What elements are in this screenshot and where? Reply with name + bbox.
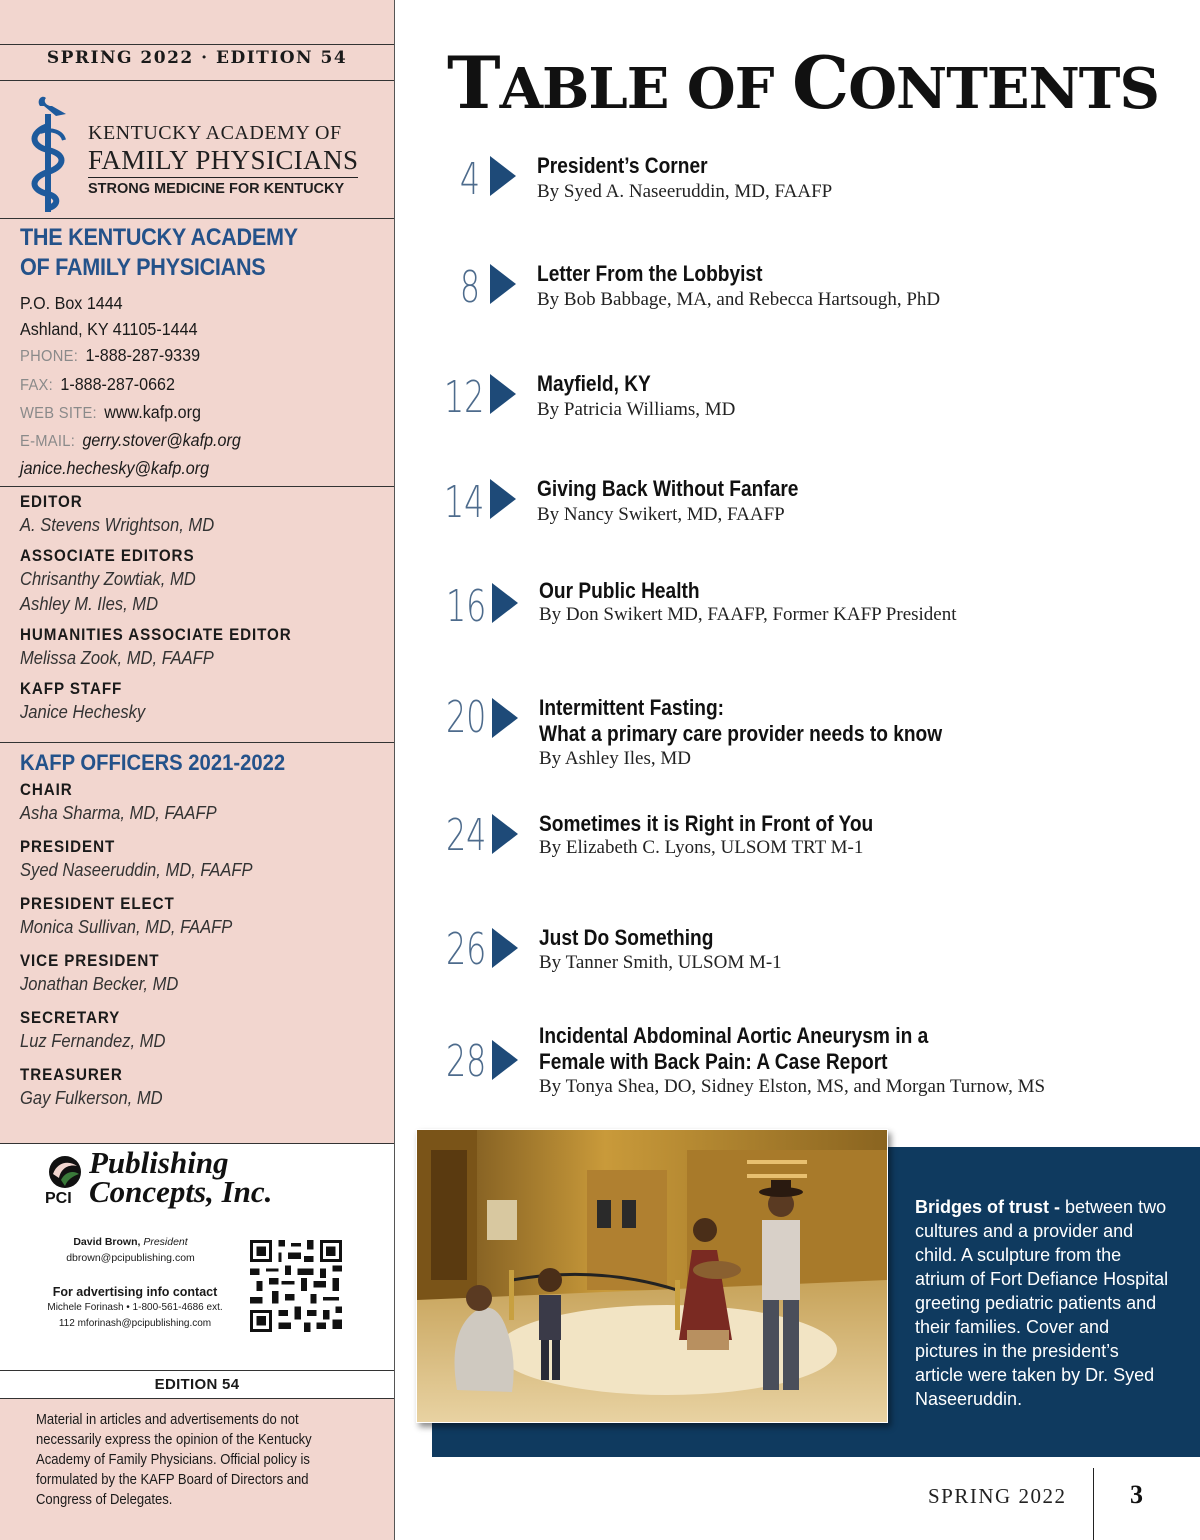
entry-byline: By Don Swikert MD, FAAFP, Former KAFP President <box>539 604 957 625</box>
page-number: 24 <box>446 810 487 861</box>
edition-label: EDITION 54 <box>154 1376 240 1393</box>
divider <box>0 1370 394 1371</box>
entry-title[interactable]: Sometimes it is Right in Front of You <box>539 811 874 836</box>
page-title: TABLE OF CONTENTS <box>447 40 1159 125</box>
officer-name: Asha Sharma, MD, FAAFP <box>20 803 217 823</box>
entry-title-line-2[interactable]: Female with Back Pain: A Case Report <box>539 1049 888 1074</box>
entry-byline: By Elizabeth C. Lyons, ULSOM TRT M-1 <box>539 837 864 858</box>
website-link[interactable]: www.kafp.org <box>104 401 201 422</box>
divider <box>0 486 394 487</box>
officer-role: TREASURER <box>20 1066 123 1084</box>
arrow-right-icon <box>492 814 518 854</box>
officer-name: Monica Sullivan, MD, FAAFP <box>20 917 233 937</box>
issue-line: SPRING 2022 · EDITION 54 <box>46 48 348 68</box>
officer-role: CHAIR <box>20 781 73 799</box>
logo-line-2: FAMILY PHYSICIANS <box>88 145 359 175</box>
officer-role: PRESIDENT ELECT <box>20 895 175 913</box>
sidebar <box>0 0 395 1540</box>
entry-title-line-2[interactable]: What a primary care provider needs to know <box>539 721 943 746</box>
logo-line-1: KENTUCKY ACADEMY OF <box>88 122 342 144</box>
editor-name: A. Stevens Wrightson, MD <box>20 515 215 535</box>
entry-title[interactable]: Our Public Health <box>539 578 700 603</box>
email-label: E-MAIL: <box>20 433 76 451</box>
logo-tagline: STRONG MEDICINE FOR KENTUCKY <box>88 177 358 197</box>
footer-issue: SPRING 2022 <box>928 1484 1067 1508</box>
arrow-right-icon <box>490 374 516 414</box>
entry-byline: By Patricia Williams, MD <box>537 399 736 420</box>
caption-text: between two cultures and a provider and child. A sculpture from the atrium of Fort Defiance Hospital greeting pediatric patients and their families. Cover and pictures in the president’s article were taken by Dr. Syed Naseeruddin. <box>915 1197 1169 1409</box>
entry-title[interactable]: Giving Back Without Fanfare <box>537 476 799 501</box>
kafp-staff-label: KAFP STAFF <box>20 680 123 698</box>
email-link-1[interactable]: gerry.stover@kafp.org <box>82 430 241 451</box>
disclaimer: Material in articles and advertisements do not necessarily express the opinion of the Kentucky Academy of Family Physicians. Official policy is formulated by the KAFP Board of Directors and Congress of Delegates. <box>36 1412 312 1508</box>
entry-byline: By Nancy Swikert, MD, FAAFP <box>537 504 785 525</box>
email-link-2[interactable]: janice.hechesky@kafp.org <box>20 458 210 479</box>
org-name-line-2: OF FAMILY PHYSICIANS <box>20 254 266 281</box>
arrow-right-icon <box>490 479 516 519</box>
entry-title[interactable]: Just Do Something <box>539 925 714 950</box>
org-name-line-1: THE KENTUCKY ACADEMY <box>20 224 298 251</box>
divider <box>0 44 394 45</box>
officer-name: Gay Fulkerson, MD <box>20 1088 163 1108</box>
entry-byline: By Syed A. Naseeruddin, MD, FAAFP <box>537 181 833 202</box>
caption-lead: Bridges of trust - <box>915 1197 1061 1217</box>
humanities-editor-name: Melissa Zook, MD, FAAFP <box>20 648 214 668</box>
page-number-footer: 3 <box>1130 1480 1143 1509</box>
officers-title: KAFP OFFICERS 2021-2022 <box>20 750 286 775</box>
phone-row <box>20 342 241 370</box>
entry-title[interactable]: Intermittent Fasting: <box>539 695 725 720</box>
arrow-right-icon <box>492 583 518 623</box>
page-number: 20 <box>446 692 487 743</box>
president-title: President <box>143 1236 188 1248</box>
page-number: 16 <box>446 581 487 632</box>
org-name <box>20 223 298 283</box>
officer-role: PRESIDENT <box>20 838 116 856</box>
page-number: 14 <box>444 477 485 528</box>
fax-row <box>20 371 241 399</box>
caduceus-icon <box>26 92 82 214</box>
officer-name: Luz Fernandez, MD <box>20 1031 166 1051</box>
president-name: David Brown, <box>73 1236 141 1248</box>
pci-logo <box>45 1145 315 1216</box>
advertising-contact <box>20 1284 250 1332</box>
photo-caption <box>915 1195 1170 1411</box>
entry-title[interactable]: Incidental Abdominal Aortic Aneurysm in a <box>539 1023 929 1048</box>
associate-editor-name: Chrisanthy Zowtiak, MD <box>20 569 196 589</box>
entry-byline: By Tonya Shea, DO, Sidney Elston, MS, and Morgan Turnow, MS <box>539 1076 1046 1097</box>
divider <box>0 218 394 219</box>
publisher-name-line-1: Publishing <box>89 1145 229 1180</box>
pci-swirl-icon <box>47 1154 85 1190</box>
phone-value: 1-888-287-9339 <box>85 345 201 366</box>
divider <box>1093 1468 1094 1540</box>
kafp-logo <box>26 92 366 214</box>
entry-title[interactable]: Mayfield, KY <box>537 371 651 396</box>
arrow-right-icon <box>492 698 518 738</box>
divider <box>0 1398 394 1399</box>
publisher-name-line-2: Concepts, Inc. <box>89 1174 273 1209</box>
address-line-1: P.O. Box 1444 <box>20 293 123 313</box>
officers-list <box>20 779 253 1111</box>
pci-letters: PCI <box>45 1190 72 1207</box>
officer-role: SECRETARY <box>20 1009 121 1027</box>
divider <box>0 742 394 743</box>
advertising-line-1: Michele Forinash • 1-800-561-4686 ext. <box>47 1302 223 1313</box>
contact-block <box>20 290 241 481</box>
entry-title[interactable]: President’s Corner <box>537 153 708 178</box>
publisher-name <box>89 1145 273 1209</box>
page-number: 12 <box>444 372 485 423</box>
entry-byline: By Ashley Iles, MD <box>539 748 691 769</box>
publisher-president <box>28 1234 233 1266</box>
officer-name: Syed Naseeruddin, MD, FAAFP <box>20 860 253 880</box>
website-label: WEB SITE: <box>20 404 97 422</box>
fax-label: FAX: <box>20 376 54 394</box>
arrow-right-icon <box>492 928 518 968</box>
entry-title[interactable]: Letter From the Lobbyist <box>537 261 763 286</box>
arrow-right-icon <box>490 264 516 304</box>
fax-value: 1-888-287-0662 <box>60 373 175 394</box>
entry-byline: By Tanner Smith, ULSOM M-1 <box>539 952 782 973</box>
qr-code-icon[interactable] <box>250 1240 342 1332</box>
arrow-right-icon <box>492 1040 518 1080</box>
kafp-staff-name: Janice Hechesky <box>20 702 146 722</box>
divider <box>0 80 394 81</box>
officer-role: VICE PRESIDENT <box>20 952 160 970</box>
entry-byline: By Bob Babbage, MA, and Rebecca Hartsough, PhD <box>537 289 941 310</box>
editor-label: EDITOR <box>20 493 83 511</box>
associate-editors-label: ASSOCIATE EDITORS <box>20 547 195 565</box>
page-number: 4 <box>459 154 480 205</box>
website-row <box>20 399 241 427</box>
address-line-2: Ashland, KY 41105-1444 <box>20 319 198 340</box>
phone-label: PHONE: <box>20 348 79 366</box>
sculpture-photo <box>416 1129 888 1423</box>
associate-editor-name: Ashley M. Iles, MD <box>20 594 159 614</box>
arrow-right-icon <box>490 156 516 196</box>
president-email[interactable]: dbrown@pcipublishing.com <box>66 1252 195 1264</box>
email-row <box>20 427 241 455</box>
staff-block <box>20 491 292 725</box>
page-number: 8 <box>459 262 480 313</box>
publisher-box <box>0 1144 394 1399</box>
advertising-line-2[interactable]: 112 mforinash@pcipublishing.com <box>58 1318 212 1329</box>
officer-name: Jonathan Becker, MD <box>20 974 179 994</box>
advertising-heading: For advertising info contact <box>52 1285 218 1299</box>
page-number: 28 <box>446 1036 487 1087</box>
humanities-editor-label: HUMANITIES ASSOCIATE EDITOR <box>20 626 292 644</box>
page-number: 26 <box>446 924 487 975</box>
